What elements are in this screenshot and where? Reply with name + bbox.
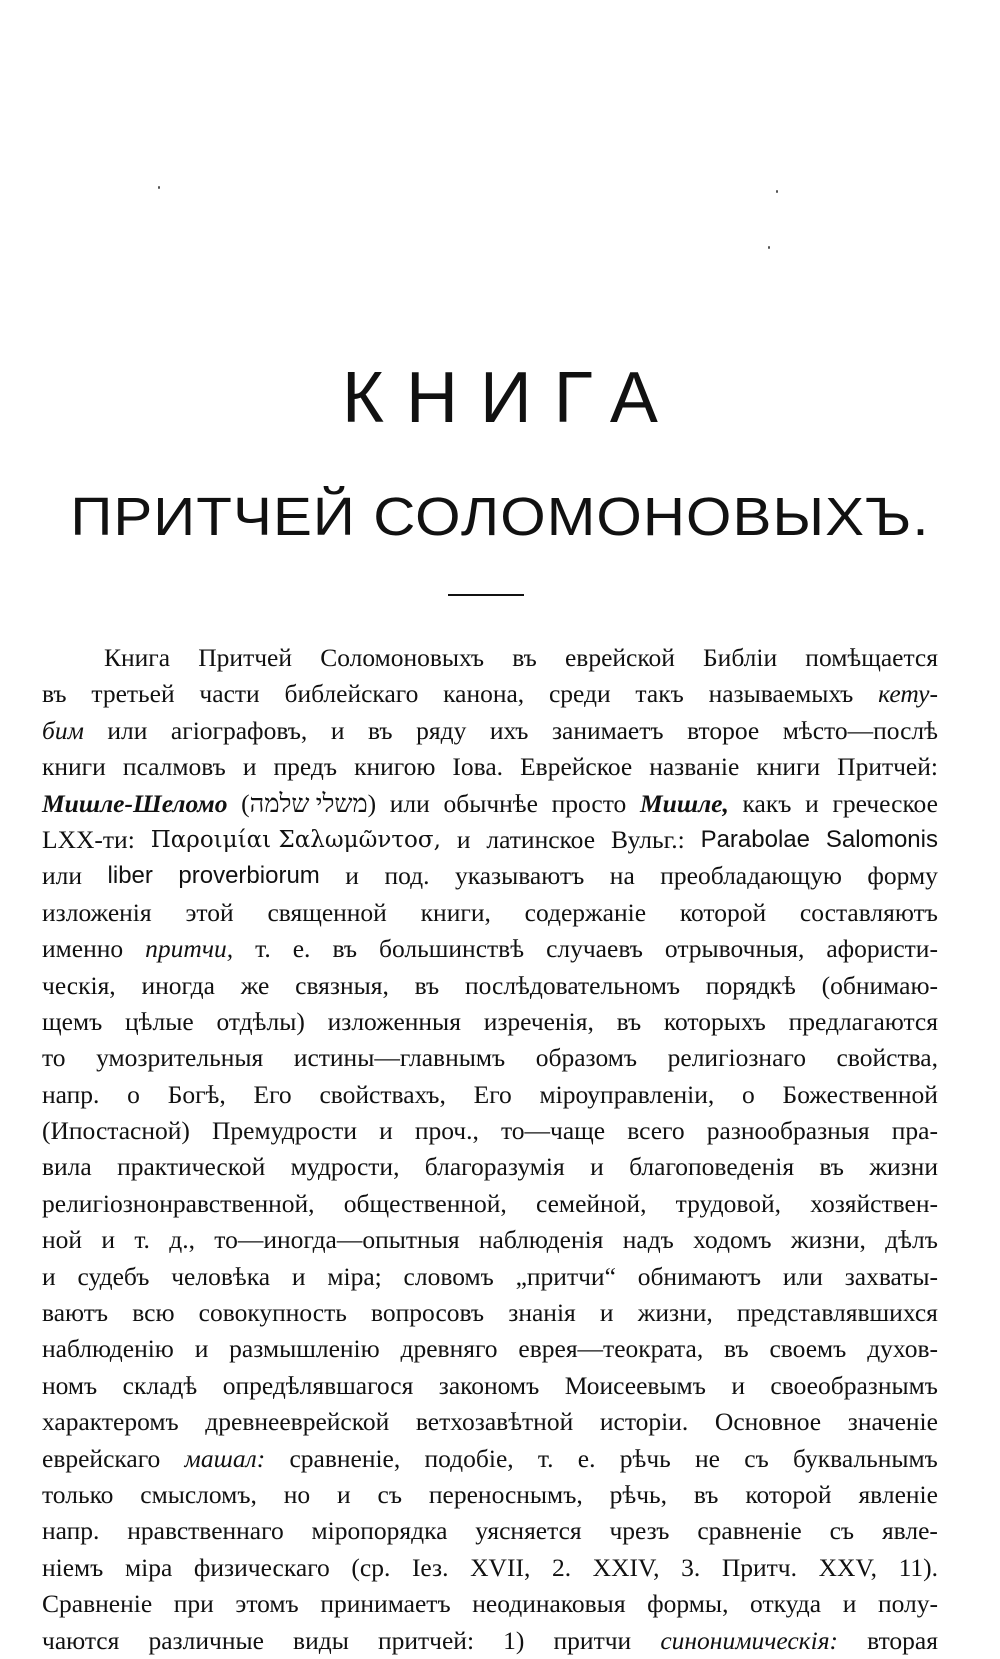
- word: съ: [744, 1443, 769, 1473]
- word: форму: [867, 861, 938, 891]
- word: чаются: [42, 1625, 120, 1655]
- word: и: [842, 1589, 857, 1619]
- word: (משלי שלמה): [241, 788, 377, 818]
- word: то—чаще: [500, 1116, 606, 1146]
- word: священной: [267, 897, 387, 927]
- word: всего: [627, 1116, 685, 1146]
- word: и: [456, 824, 471, 854]
- word: въ: [616, 1006, 642, 1036]
- word: формы,: [647, 1589, 729, 1619]
- word: Притчей: [198, 643, 293, 672]
- word: изложенiя: [42, 897, 152, 927]
- word: подобiе,: [424, 1443, 514, 1473]
- word: въ: [819, 1152, 844, 1182]
- word: ряду: [416, 715, 467, 745]
- word: просто: [551, 788, 627, 818]
- word: въ: [42, 679, 67, 709]
- word: мѣсто—послѣ: [782, 715, 938, 745]
- word: различные: [148, 1625, 264, 1655]
- word: е.: [292, 934, 311, 964]
- word: принимаетъ: [320, 1589, 451, 1619]
- word: хозяйствен-: [810, 1188, 938, 1218]
- word: занимаетъ: [551, 715, 664, 745]
- word: буквальнымъ: [793, 1443, 938, 1473]
- text-line: [42, 1040, 938, 1076]
- word: псалмовъ: [122, 752, 226, 782]
- word: предъ: [273, 752, 338, 782]
- word: т.: [255, 934, 271, 964]
- word: благоповеденiя: [629, 1152, 795, 1182]
- word: или: [389, 788, 430, 818]
- word: обычнѣе: [443, 788, 538, 818]
- body-text: [42, 640, 938, 1659]
- text-line: [42, 1149, 938, 1185]
- word: (ср.: [351, 1552, 391, 1582]
- word: такъ: [635, 679, 684, 709]
- word: книги: [756, 752, 821, 782]
- word: proverbiorum: [178, 862, 320, 890]
- word: которой: [679, 897, 767, 927]
- word: Еврейское: [520, 752, 633, 782]
- word: и: [345, 861, 359, 891]
- word: жизни,: [637, 1298, 713, 1328]
- word: порядкѣ: [705, 970, 796, 1000]
- word: наблюденiя: [478, 1225, 604, 1255]
- word: не: [695, 1443, 720, 1473]
- text-line: [42, 676, 938, 712]
- word: под.: [384, 861, 430, 891]
- text-line: [42, 1259, 938, 1295]
- word: пра-: [891, 1116, 938, 1146]
- text-line: [42, 1222, 938, 1258]
- word: большинствѣ: [379, 934, 525, 964]
- word: свойствахъ,: [319, 1079, 446, 1109]
- word: опредѣлявшагося: [222, 1370, 414, 1400]
- word: 1): [503, 1625, 525, 1655]
- word: общественной,: [343, 1188, 507, 1218]
- text-line: [42, 1513, 938, 1549]
- word: то: [42, 1043, 66, 1073]
- word: только: [42, 1479, 114, 1509]
- word: и: [731, 1370, 745, 1400]
- word: въ: [724, 1334, 749, 1364]
- word: трудовой,: [675, 1188, 782, 1218]
- book-subtitle: ПРИТЧЕЙ СОЛОМОНОВЫХЪ.: [70, 487, 930, 547]
- word: рѣчь,: [609, 1479, 668, 1509]
- word: откуда: [750, 1589, 822, 1619]
- word: или: [42, 861, 83, 891]
- text-line: [42, 1368, 938, 1404]
- word: еврея—теократа,: [518, 1334, 704, 1364]
- word: Вульг.:: [610, 824, 685, 854]
- word: благоразумiя: [424, 1152, 565, 1182]
- word: надъ: [622, 1225, 674, 1255]
- word: еврейской: [564, 643, 675, 672]
- title-divider: [448, 594, 524, 596]
- word: смысломъ,: [140, 1479, 257, 1509]
- word: Παροιμίαι Σαλωμῶντοσ,: [150, 826, 441, 853]
- word: сравненiе: [697, 1516, 802, 1546]
- word: мiра;: [327, 1261, 382, 1291]
- word: съ: [377, 1479, 403, 1509]
- word: явле-: [881, 1516, 938, 1546]
- word: напр.: [42, 1516, 100, 1546]
- word: Премудрости: [211, 1116, 357, 1146]
- word: названiе: [649, 752, 740, 782]
- word: истины—главнымъ: [293, 1043, 506, 1073]
- word: ческiя,: [42, 970, 116, 1000]
- word: (Ипостасной): [42, 1116, 190, 1146]
- word: нравственнаго: [127, 1516, 284, 1546]
- word: жизни,: [790, 1225, 866, 1255]
- word: т.: [134, 1225, 150, 1255]
- word: бим: [42, 715, 84, 745]
- word: XXIV,: [592, 1552, 660, 1582]
- word: захваты-: [844, 1261, 938, 1291]
- word: закономъ: [438, 1370, 540, 1400]
- word: этомъ: [235, 1589, 299, 1619]
- word: именно: [42, 934, 124, 964]
- text-line: [42, 822, 938, 858]
- word: части: [199, 679, 260, 709]
- word: и: [599, 1298, 614, 1328]
- word: связныя,: [295, 970, 389, 1000]
- word: содержанiе: [524, 897, 647, 927]
- text-line: [42, 640, 938, 676]
- word: уясняется: [475, 1516, 582, 1546]
- word: обнимаютъ: [637, 1261, 762, 1291]
- word: преобладающую: [660, 861, 842, 891]
- word: изреченiя,: [483, 1006, 594, 1036]
- word: „притчи“: [515, 1261, 616, 1291]
- word: и: [242, 752, 257, 782]
- word: образомъ: [535, 1043, 638, 1073]
- word: Salomonis: [825, 825, 938, 853]
- word: греческое: [832, 788, 938, 818]
- text-line: [42, 1586, 938, 1622]
- text-line: [42, 1623, 938, 1659]
- word: и: [42, 1261, 56, 1291]
- word: Сравненiе: [42, 1589, 153, 1619]
- word: на: [609, 861, 635, 891]
- word: LXX-ти:: [42, 824, 135, 854]
- word: мiроуправленiи,: [539, 1079, 715, 1109]
- word: и: [337, 1479, 351, 1509]
- word: рѣчь: [619, 1443, 671, 1473]
- word: о: [742, 1079, 755, 1109]
- word: 2.: [551, 1552, 572, 1582]
- word: древняго: [400, 1334, 498, 1364]
- word: этой: [185, 897, 234, 927]
- print-speck: [158, 186, 160, 189]
- word: мiра: [124, 1552, 173, 1582]
- word: полу-: [877, 1589, 938, 1619]
- text-line: [42, 968, 938, 1004]
- word: канона,: [443, 679, 525, 709]
- word: предлагаются: [788, 1006, 938, 1036]
- word: и: [330, 715, 345, 745]
- word: человѣка: [171, 1261, 271, 1291]
- word: Соломоновыхъ: [320, 643, 485, 672]
- word: виды: [293, 1625, 349, 1655]
- word: въ: [332, 934, 358, 964]
- word: машал:: [184, 1443, 266, 1473]
- word: Притч.: [721, 1552, 797, 1582]
- word: и: [379, 1116, 393, 1146]
- word: XVII,: [470, 1552, 531, 1582]
- word: Притчей:: [837, 752, 938, 782]
- word: случаевъ: [546, 934, 643, 964]
- text-line: [42, 1477, 938, 1513]
- word: исторiи.: [599, 1407, 689, 1437]
- text-line: [42, 1077, 938, 1113]
- word: религiознаго: [667, 1043, 806, 1073]
- word: иногда: [141, 970, 215, 1000]
- word: жизни: [869, 1152, 938, 1182]
- text-line: [42, 1550, 938, 1586]
- word: второе: [687, 715, 760, 745]
- word: номъ: [42, 1370, 98, 1400]
- word: переноснымъ,: [428, 1479, 583, 1509]
- word: Его: [473, 1079, 512, 1109]
- word: свойства,: [836, 1043, 938, 1073]
- word: и: [805, 788, 819, 818]
- word: послѣдовательномъ: [464, 970, 681, 1000]
- word: то—иногда—опытныя: [214, 1225, 460, 1255]
- text-line: [42, 749, 938, 785]
- word: щемъ: [42, 1006, 103, 1036]
- word: латинское: [486, 824, 596, 854]
- word: синонимическiя:: [660, 1625, 839, 1655]
- word: т.: [537, 1443, 554, 1473]
- word: Parabolae: [700, 825, 810, 853]
- word: Божественной: [782, 1079, 938, 1109]
- word: Богѣ,: [167, 1079, 226, 1109]
- word: при: [173, 1589, 214, 1619]
- word: притчей:: [377, 1625, 475, 1655]
- word: значенiе: [847, 1407, 938, 1437]
- word: агiографовъ,: [170, 715, 308, 745]
- word: третьей: [91, 679, 175, 709]
- text-line: [42, 1186, 938, 1222]
- word: Основное: [714, 1407, 822, 1437]
- word: среди: [548, 679, 611, 709]
- word: физическаго: [193, 1552, 330, 1582]
- word: Его: [253, 1079, 292, 1109]
- word: ходомъ: [693, 1225, 772, 1255]
- word: ветхозавѣтной: [415, 1407, 574, 1437]
- word: о: [127, 1079, 140, 1109]
- word: ваютъ: [42, 1298, 109, 1328]
- word: сравненiе,: [289, 1443, 401, 1473]
- word: и: [194, 1334, 209, 1364]
- word: liber: [107, 862, 153, 890]
- word: практической: [117, 1152, 266, 1182]
- word: разнообразныя: [706, 1116, 870, 1146]
- word: складѣ: [122, 1370, 198, 1400]
- word: своемъ: [769, 1334, 847, 1364]
- word: какъ: [742, 788, 792, 818]
- print-speck: [768, 246, 770, 249]
- word: Мишле,: [639, 788, 729, 818]
- word: вторая: [867, 1625, 938, 1655]
- word: въ: [414, 970, 440, 1000]
- word: которой: [745, 1479, 832, 1509]
- word: библейскаго: [284, 679, 419, 709]
- word: ной: [42, 1225, 83, 1255]
- word: проч.,: [414, 1116, 479, 1146]
- text-line: [42, 931, 938, 967]
- text-line: [42, 1441, 938, 1477]
- word: характеромъ: [42, 1407, 179, 1437]
- word: или: [107, 715, 148, 745]
- text-line: [42, 1404, 938, 1440]
- word: умозрительныя: [96, 1043, 264, 1073]
- word: неодинаковыя: [472, 1589, 626, 1619]
- word: словомъ: [403, 1261, 494, 1291]
- word: книгою: [354, 752, 436, 782]
- word: семейной,: [535, 1188, 647, 1218]
- book-title: КНИГА: [342, 358, 680, 438]
- word: совокупность: [198, 1298, 347, 1328]
- word: дѣлъ: [885, 1225, 938, 1255]
- word: или: [782, 1261, 823, 1291]
- word: (обнимаю-: [821, 970, 938, 1000]
- word: и: [291, 1261, 306, 1291]
- text-line: [42, 1331, 938, 1367]
- text-line: [42, 1113, 938, 1149]
- word: нiемъ: [42, 1552, 104, 1582]
- word: и: [590, 1152, 604, 1182]
- word: наблюденiю: [42, 1334, 174, 1364]
- word: всю: [132, 1298, 175, 1328]
- word: притчи,: [145, 934, 234, 964]
- word: цѣлые: [125, 1006, 194, 1036]
- word: составляютъ: [799, 897, 938, 927]
- text-line: [42, 895, 938, 931]
- text-line: [42, 858, 938, 894]
- word: вопросовъ: [371, 1298, 485, 1328]
- word: Библiи: [703, 643, 778, 672]
- word: вила: [42, 1152, 92, 1182]
- word: притчи: [553, 1625, 632, 1655]
- text-line: [42, 1004, 938, 1040]
- word: Книга: [104, 643, 171, 672]
- word: е.: [577, 1443, 596, 1473]
- word: отдѣлы): [216, 1006, 305, 1036]
- word: книги: [42, 752, 106, 782]
- word: указываютъ: [454, 861, 585, 891]
- word: религiознонравственной,: [42, 1188, 315, 1218]
- word: называемыхъ: [708, 679, 854, 709]
- word: отрывочныя,: [664, 934, 805, 964]
- word: и: [101, 1225, 116, 1255]
- word: 11).: [898, 1552, 938, 1582]
- word: Моисеевымъ: [564, 1370, 706, 1400]
- print-speck: [776, 190, 778, 193]
- word: мiропорядка: [311, 1516, 448, 1546]
- word: въ: [693, 1479, 719, 1509]
- text-line: [42, 786, 938, 822]
- word: съ: [829, 1516, 855, 1546]
- word: представлявшихся: [736, 1298, 938, 1328]
- word: которыхъ: [663, 1006, 766, 1036]
- word: Iова.: [452, 752, 504, 782]
- word: кету-: [878, 679, 938, 709]
- word: напр.: [42, 1079, 100, 1109]
- word: же: [240, 970, 270, 1000]
- word: въ: [512, 643, 537, 672]
- word: помѣщается: [805, 643, 938, 672]
- word: знанiя: [508, 1298, 576, 1328]
- text-line: [42, 1295, 938, 1331]
- word: но: [283, 1479, 311, 1509]
- word: XXV,: [818, 1552, 877, 1582]
- word: 3.: [681, 1552, 701, 1582]
- word: явленiе: [858, 1479, 938, 1509]
- word: въ: [368, 715, 393, 745]
- word: д.,: [169, 1225, 195, 1255]
- word: ихъ: [489, 715, 529, 745]
- word: духов-: [867, 1334, 938, 1364]
- word: Мишле-Шеломо: [42, 788, 228, 818]
- word: размышленiю: [229, 1334, 380, 1364]
- word: афористи-: [826, 934, 938, 964]
- word: Iез.: [411, 1552, 449, 1582]
- text-line: [42, 713, 938, 749]
- word: мудрости,: [290, 1152, 400, 1182]
- word: изложенныя: [327, 1006, 461, 1036]
- word: книги,: [420, 897, 491, 927]
- word: древнееврейской: [205, 1407, 390, 1437]
- word: своеобразнымъ: [770, 1370, 938, 1400]
- word: чрезъ: [609, 1516, 670, 1546]
- word: еврейскаго: [42, 1443, 161, 1473]
- word: судебъ: [77, 1261, 150, 1291]
